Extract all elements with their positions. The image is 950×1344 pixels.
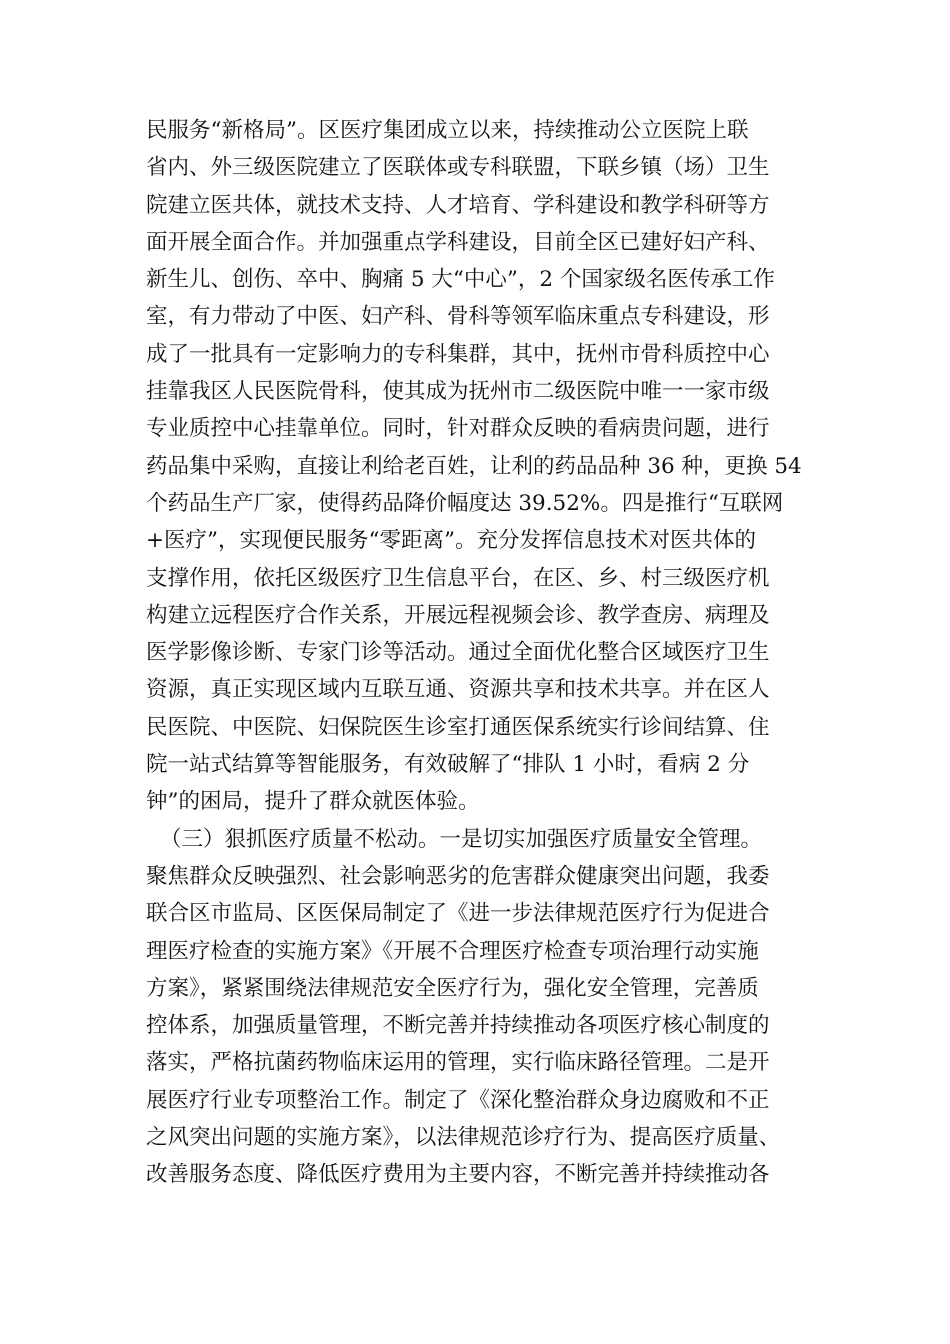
text-line: 挂靠我区人民医院骨科，使其成为抚州市二级医院中唯一一家市级	[146, 379, 770, 405]
text-line: 民服务“新格局”。区医疗集团成立以来，持续推动公立医院上联	[146, 118, 749, 143]
text-line: 院一站式结算等智能服务，有效破解了“排队 1 小时，看病 2 分	[146, 752, 750, 778]
text-line: 钟”的困局，提升了群众就医体验。	[146, 789, 480, 815]
section-heading-line: （三）狠抓医疗质量不松动。一是切实加强医疗质量安全管理。	[160, 826, 763, 852]
text-line: 院建立医共体，就技术支持、人才培育、学科建设和教学科研等方	[146, 192, 770, 218]
body-text	[146, 112, 816, 1194]
text-line: 之风突出问题的实施方案》，以法律规范诊疗行为、提高医疗质量、	[146, 1125, 781, 1151]
text-line: 专业质控中心挂靠单位。同时，针对群众反映的看病贵问题，进行	[146, 416, 770, 442]
text-line: 个药品生产厂家，使得药品降价幅度达 39.52%。四是推行“互联网	[146, 490, 784, 516]
text-line: 方案》，紧紧围绕法律规范安全医疗行为，强化安全管理，完善质	[146, 975, 759, 1001]
text-line: 医学影像诊断、专家门诊等活动。通过全面优化整合区域医疗卫生	[146, 640, 770, 666]
text-line: 民医院、中医院、妇保院医生诊室打通医保系统实行诊间结算、住	[146, 714, 770, 740]
text-line: 构建立远程医疗合作关系，开展远程视频会诊、教学查房、病理及	[146, 602, 770, 628]
text-line: 省内、外三级医院建立了医联体或专科联盟，下联乡镇（场）卫生	[146, 155, 770, 181]
text-line: 理医疗检查的实施方案》《开展不合理医疗检查专项治理行动实施	[146, 938, 759, 964]
text-line: 面开展全面合作。并加强重点学科建设，目前全区已建好妇产科、	[146, 229, 770, 255]
text-line: 新生儿、创伤、卒中、胸痛 5 大“中心”，2 个国家级名医传承工作	[146, 267, 775, 293]
text-line: 聚焦群众反映强烈、社会影响恶劣的危害群众健康突出问题，我委	[146, 863, 770, 889]
text-line: 支撑作用，依托区级医疗卫生信息平台，在区、乡、村三级医疗机	[146, 565, 770, 591]
text-line: 药品集中采购，直接让利给老百姓，让利的药品品种 36 种，更换 54	[146, 453, 802, 479]
text-line: 资源，真正实现区域内互联互通、资源共享和技术共享。并在区人	[146, 677, 770, 703]
text-line: 展医疗行业专项整治工作。制定了《深化整治群众身边腐败和不正	[146, 1087, 770, 1113]
text-line: 室，有力带动了中医、妇产科、骨科等领军临床重点专科建设，形	[146, 304, 770, 330]
text-line: 落实，严格抗菌药物临床运用的管理，实行临床路径管理。二是开	[146, 1050, 770, 1076]
text-line: 改善服务态度、降低医疗费用为主要内容，不断完善并持续推动各	[146, 1162, 770, 1188]
text-line: 控体系，加强质量管理，不断完善并持续推动各项医疗核心制度的	[146, 1013, 770, 1039]
text-line: +医疗”，实现便民服务“零距离”。充分发挥信息技术对医共体的	[146, 528, 756, 554]
text-line: 成了一批具有一定影响力的专科集群，其中，抚州市骨科质控中心	[146, 341, 770, 367]
text-line: 联合区市监局、区医保局制定了《进一步法律规范医疗行为促进合	[146, 901, 770, 927]
